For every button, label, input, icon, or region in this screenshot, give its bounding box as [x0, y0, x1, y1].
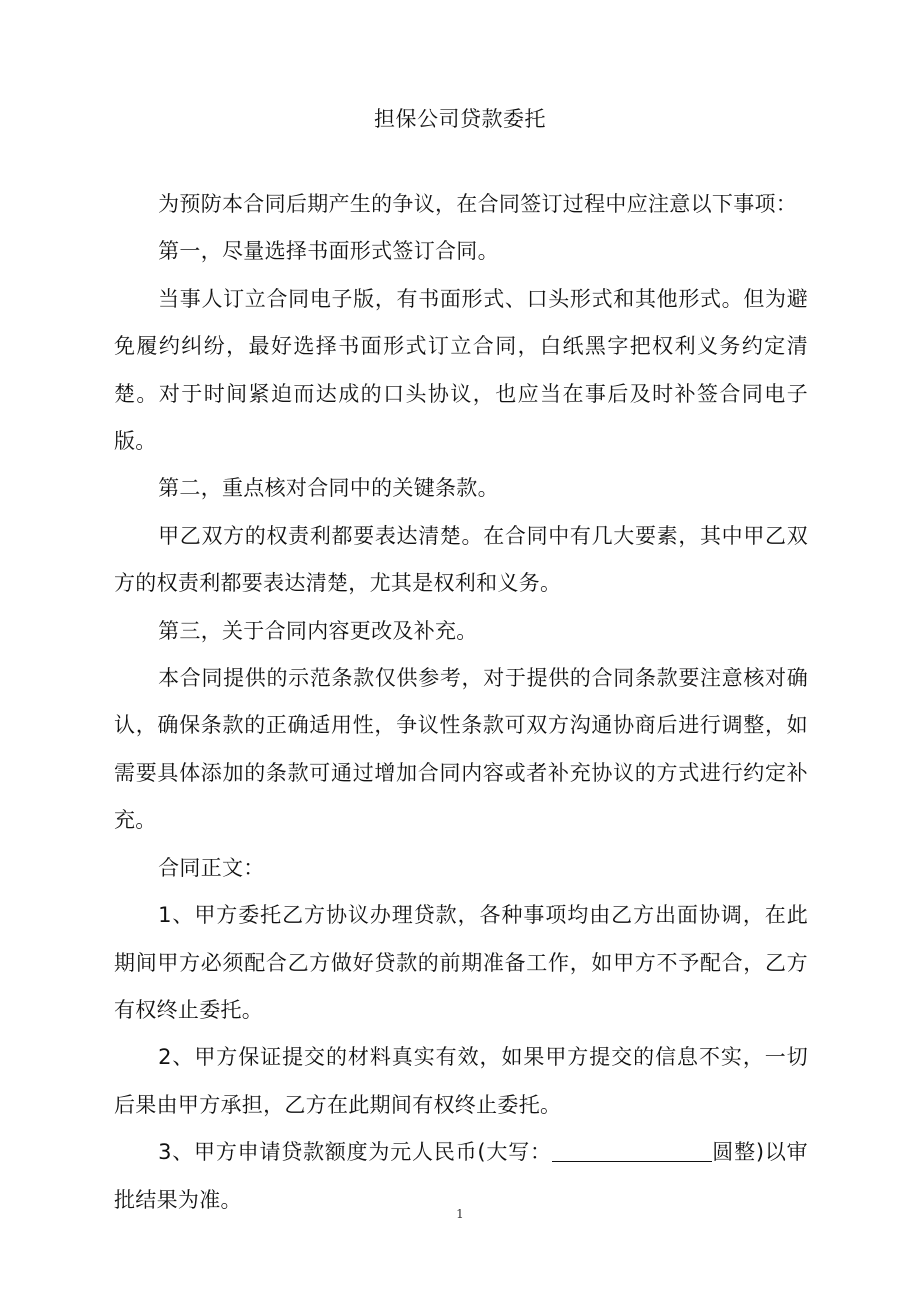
paragraph-point-3-heading: 第三，关于合同内容更改及补充。 — [158, 618, 478, 643]
paragraph-point-2-body: 甲乙双方的权责利都要表达清楚。在合同中有几大要素，其中甲乙双方的权责利都要表达清楚，尤其是权利和义务。 — [114, 523, 808, 596]
paragraph-point-1-heading: 第一，尽量选择书面形式签订合同。 — [158, 239, 499, 264]
paragraph-contract-body-heading: 合同正文： — [158, 855, 265, 880]
paragraph-point-2-heading: 第二，重点核对合同中的关键条款。 — [158, 476, 499, 501]
clause-3-text-after: 圆整)以审批结果为准。 — [114, 1140, 808, 1212]
paragraph-clause-2: 2、甲方保证提交的材料真实有效，如果甲方提交的信息不实，一切后果由甲方承担，乙方在此期间有权终止委托。 — [114, 1045, 808, 1117]
amount-blank-line — [552, 1139, 712, 1162]
paragraph-clause-1: 1、甲方委托乙方协议办理贷款，各种事项均由乙方出面协调，在此期间甲方必须配合乙方做好贷款的前期准备工作，如甲方不予配合，乙方有权终止委托。 — [114, 903, 808, 1022]
page-number: 1 — [456, 1207, 464, 1221]
paragraph-point-3-body: 本合同提供的示范条款仅供参考，对于提供的合同条款要注意核对确认，确保条款的正确适用性，争议性条款可双方沟通协商后进行调整，如需要具体添加的条款可通过增加合同内容或者补充协议的方式进行约定补充。 — [114, 666, 808, 833]
document-body — [114, 181, 808, 1224]
document-title: 担保公司贷款委托 — [374, 107, 546, 131]
paragraph-point-1-body: 当事人订立合同电子版，有书面形式、口头形式和其他形式。但为避免履约纠纷，最好选择书面形式订立合同，白纸黑字把权利义务约定清楚。对于时间紧迫而达成的口头协议，也应当在事后及时补签合同电子版。 — [114, 286, 808, 454]
paragraph-intro: 为预防本合同后期产生的争议，在合同签订过程中应注意以下事项： — [158, 192, 798, 216]
clause-3-text-before: 3、甲方申请贷款额度为元人民币(大写： — [158, 1140, 552, 1165]
